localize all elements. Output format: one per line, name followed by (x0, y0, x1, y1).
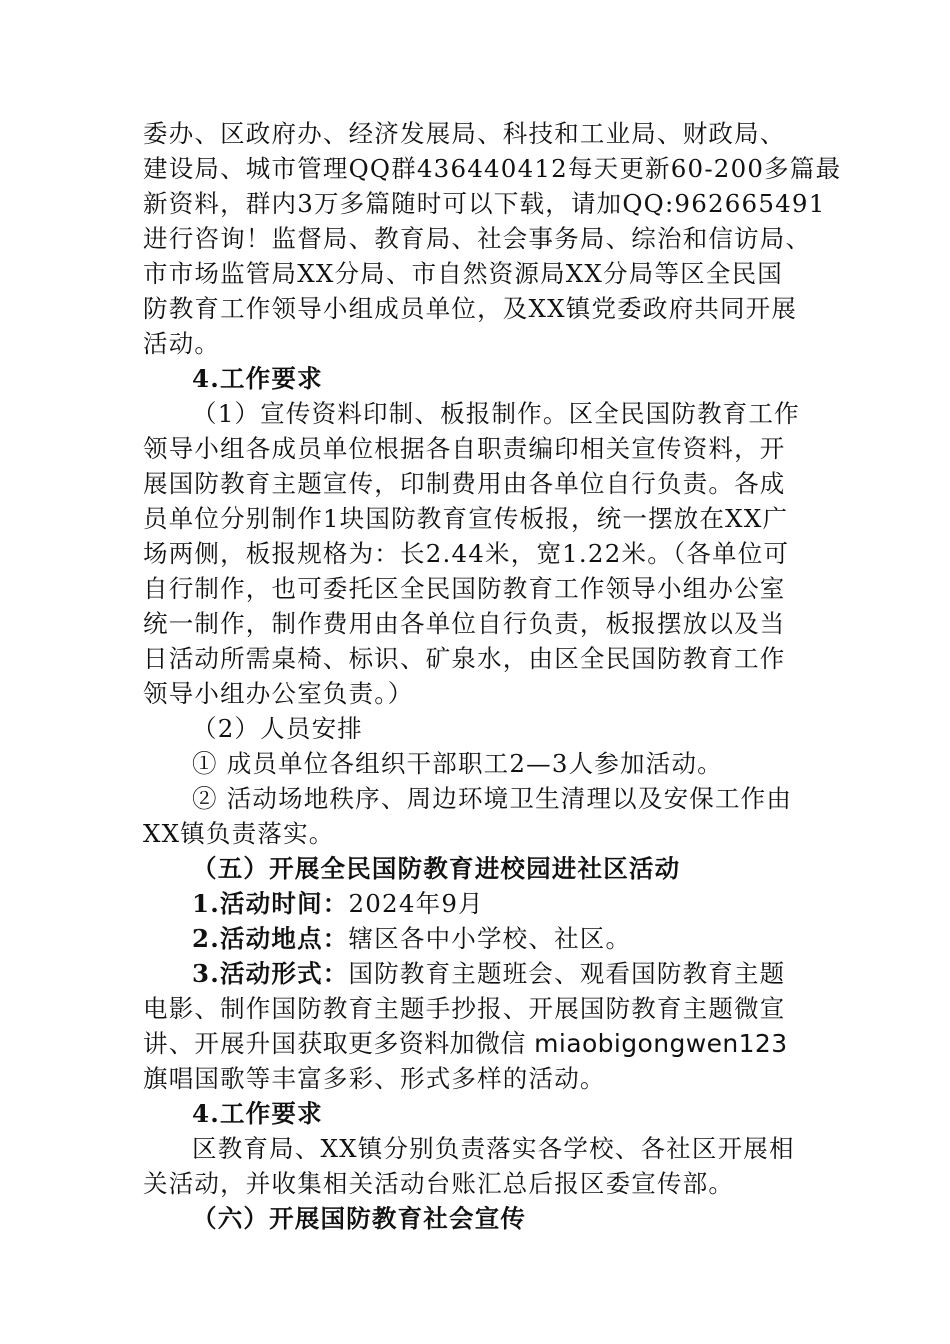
body-line: ② 活动场地秩序、周边环境卫生清理以及安保工作由 (192, 784, 793, 813)
body-line: 市市场监管局XX分局、市自然资源局XX分局等区全民国 (143, 259, 783, 288)
body-line: （1）宣传资料印制、板报制作。区全民国防教育工作 (192, 399, 800, 428)
item-label: 3.活动形式： (192, 959, 349, 988)
body-line: 展国防教育主题宣传，印制费用由各单位自行负责。各成 (143, 469, 786, 498)
body-line: 活动。 (143, 329, 221, 358)
body-line (143, 1027, 788, 1061)
item-text: 辖区各中小学校、社区。 (348, 924, 632, 953)
section-heading: 4.工作要求 (192, 1099, 323, 1128)
section-heading: 4.工作要求 (192, 364, 323, 393)
body-line: 旗唱国歌等丰富多彩、形式多样的活动。 (143, 1064, 606, 1093)
body-line: 关活动，并收集相关活动台账汇总后报区委宣传部。 (143, 1169, 735, 1198)
body-line: 统一制作，制作费用由各单位自行负责，板报摆放以及当 (143, 609, 786, 638)
body-line: 委办、区政府办、经济发展局、科技和工业局、财政局、 (143, 119, 786, 148)
body-line: 日活动所需桌椅、标识、矿泉水，由区全民国防教育工作 (143, 644, 786, 673)
body-line: XX镇负责落实。 (143, 819, 335, 848)
section-heading: （六）开展国防教育社会宣传 (192, 1204, 527, 1233)
body-line (192, 922, 631, 956)
body-line: （2）人员安排 (192, 714, 363, 743)
body-line: 区教育局、XX镇分别负责落实各学校、各社区开展相 (192, 1134, 795, 1163)
body-line: 防教育工作领导小组成员单位，及XX镇党委政府共同开展 (143, 294, 798, 323)
body-line: 电影、制作国防教育主题手抄报、开展国防教育主题微宣 (143, 994, 786, 1023)
item-text: 讲、开展升国 (143, 1029, 298, 1058)
body-line: 进行咨询！监督局、教育局、社会事务局、综治和信访局、 (143, 224, 812, 253)
item-label: 2.活动地点： (192, 924, 349, 953)
body-line: 新资料，群内3万多篇随时可以下载，请加QQ:962665491 (143, 189, 826, 218)
body-line: 自行制作，也可委托区全民国防教育工作领导小组办公室 (143, 574, 786, 603)
body-line (192, 957, 785, 991)
body-line: 领导小组各成员单位根据各自职责编印相关宣传资料，开 (143, 434, 786, 463)
body-line: 领导小组办公室负责。） (143, 679, 414, 708)
body-line: 建设局、城市管理QQ群436440412每天更新60-200多篇最 (143, 154, 842, 183)
item-label: 1.活动时间： (192, 889, 349, 918)
body-line: 员单位分别制作1块国防教育宣传板报，统一摆放在XX广 (143, 504, 789, 533)
body-line (192, 887, 484, 921)
item-text: 2024年9月 (348, 889, 484, 918)
section-heading: （五）开展全民国防教育进校园进社区活动 (192, 854, 681, 883)
body-line: ① 成员单位各组织干部职工2—3人参加活动。 (192, 749, 723, 778)
item-text: 国防教育主题班会、观看国防教育主题 (348, 959, 786, 988)
watermark-text: 获取更多资料加微信 miaobigongwen123 (297, 1029, 788, 1058)
body-line: 场两侧，板报规格为：长2.44米，宽1.22米。（各单位可 (143, 539, 790, 568)
